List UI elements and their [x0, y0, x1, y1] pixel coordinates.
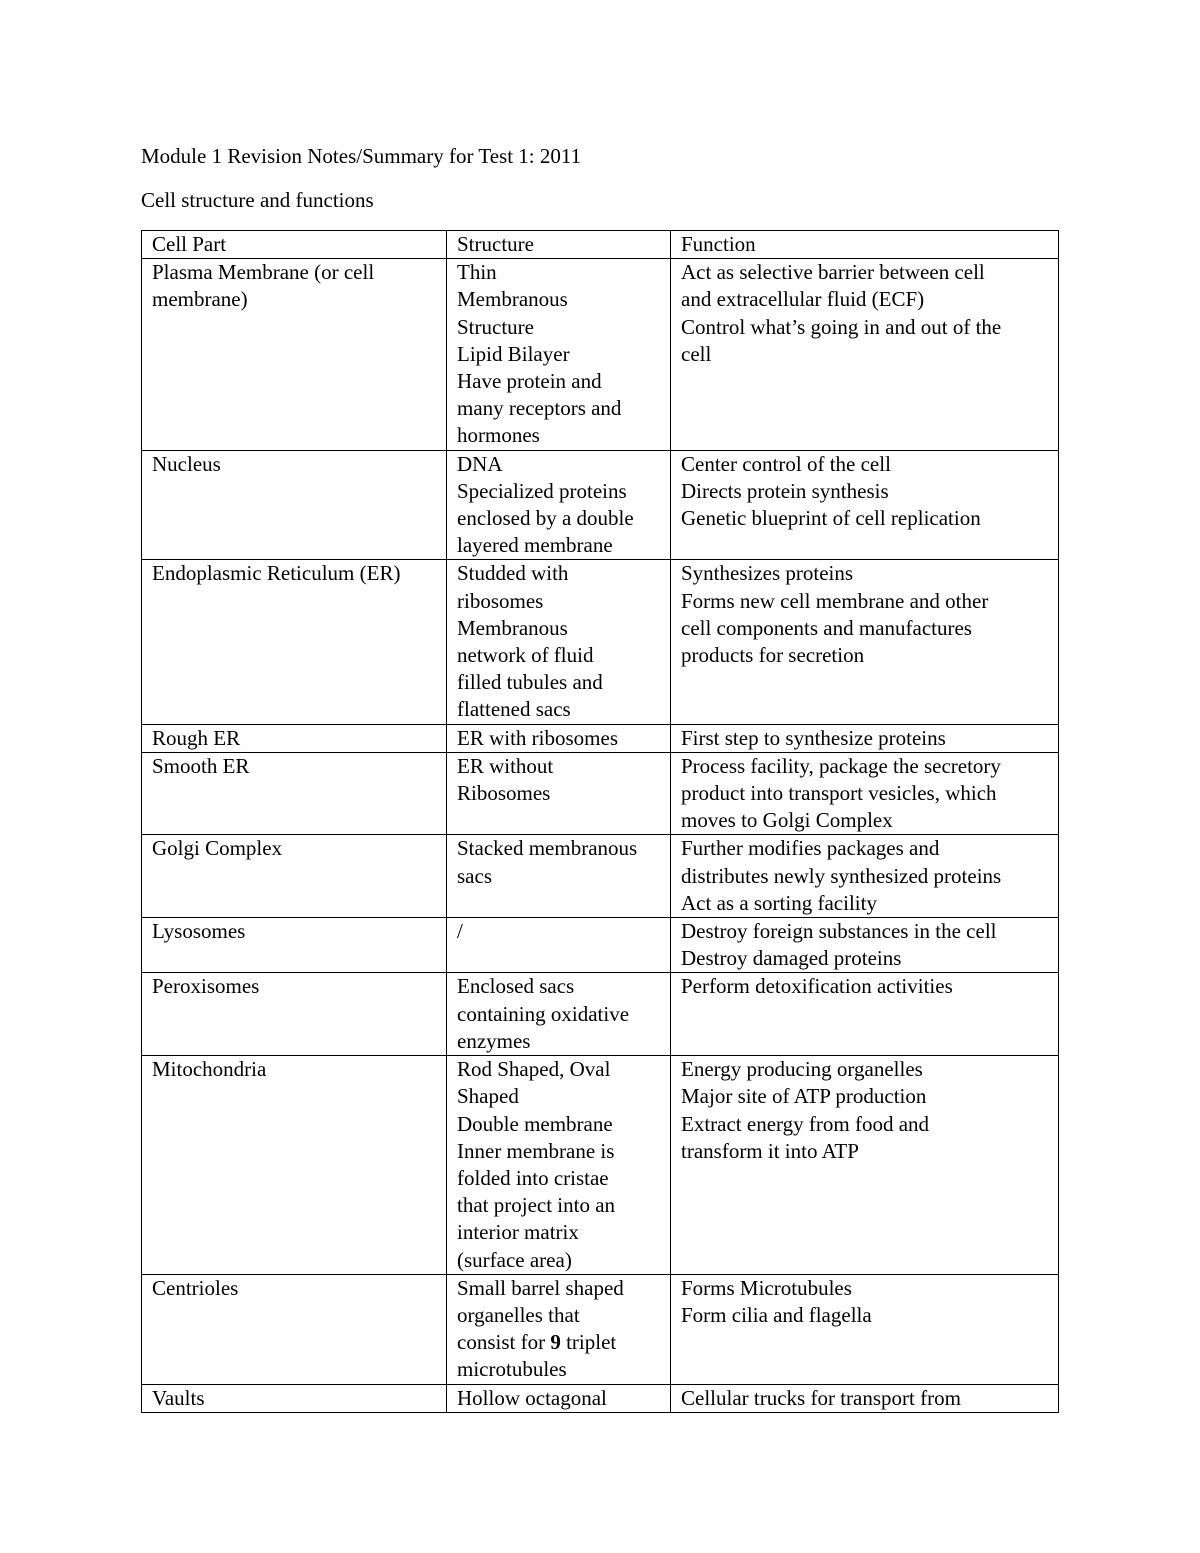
cell-text-line: cell components and manufactures [681, 615, 972, 640]
cell-text-line: Genetic blueprint of cell replication [681, 506, 981, 531]
header-function: Function [671, 231, 1059, 259]
structure-cell [447, 1384, 671, 1412]
cell-text-line: ER with ribosomes [457, 725, 618, 750]
cell-text-line: cell [681, 341, 712, 366]
bold-number: 9 [550, 1330, 561, 1355]
cell-text-line: Smooth ER [152, 753, 250, 778]
cell-text-line: Act as selective barrier between cell [681, 260, 985, 285]
cell-text-line: enclosed by a double [457, 506, 634, 531]
cell-text-line: Cellular trucks for transport from [681, 1385, 961, 1410]
function-cell [671, 918, 1059, 973]
function-cell [671, 752, 1059, 835]
cell-part-cell [142, 724, 447, 752]
cell-text-line: network of fluid [457, 643, 594, 668]
table-row [142, 973, 1059, 1056]
cell-text-line: Control what’s going in and out of the [681, 314, 1002, 339]
cell-text-line: Act as a sorting facility [681, 890, 877, 915]
cell-text-line: Process facility, package the secretory [681, 753, 1001, 778]
cell-text-line: flattened sacs [457, 697, 571, 722]
cell-text-line: / [457, 919, 463, 944]
function-cell [671, 835, 1059, 918]
table-row [142, 560, 1059, 724]
cell-text-line: Forms Microtubules [681, 1275, 852, 1300]
page-title: Module 1 Revision Notes/Summary for Test 1: 2011 [141, 144, 582, 168]
table-row [142, 1056, 1059, 1275]
cell-part-cell [142, 1056, 447, 1275]
cell-text-line: products for secretion [681, 643, 865, 668]
structure-cell [447, 973, 671, 1056]
function-cell [671, 1274, 1059, 1384]
header-structure: Structure [447, 231, 671, 259]
cell-text-line: Nucleus [152, 451, 221, 476]
cell-text-line: Lysosomes [152, 919, 246, 944]
cell-text-line: organelles that [457, 1302, 580, 1327]
structure-cell [447, 752, 671, 835]
section-heading: Cell structure and functions [141, 188, 374, 212]
structure-cell [447, 1056, 671, 1275]
cell-text-line: product into transport vesicles, which [681, 781, 997, 806]
cell-text-line: Centrioles [152, 1275, 239, 1300]
cell-text-line: Inner membrane is [457, 1138, 615, 1163]
header-cell-part: Cell Part [142, 231, 447, 259]
cell-text-line: Lipid Bilayer [457, 341, 570, 366]
function-cell [671, 973, 1059, 1056]
cell-part-cell [142, 259, 447, 450]
structure-cell [447, 724, 671, 752]
cell-text-line: distributes newly synthesized proteins [681, 863, 1002, 888]
cell-text-line: ER without [457, 753, 554, 778]
table-header-row [142, 231, 1059, 259]
cell-part-cell [142, 450, 447, 560]
structure-cell [447, 918, 671, 973]
function-cell [671, 724, 1059, 752]
cell-text-line: Membranous [457, 287, 568, 312]
cell-text-line: Small barrel shaped [457, 1275, 624, 1300]
cell-part-cell [142, 560, 447, 724]
cell-text-line: ribosomes [457, 588, 544, 613]
cell-text-line: Center control of the cell [681, 451, 891, 476]
cell-text-line: Major site of ATP production [681, 1084, 927, 1109]
cell-text-line: Vaults [152, 1385, 205, 1410]
cell-text-line: Peroxisomes [152, 974, 260, 999]
table-row [142, 450, 1059, 560]
cell-text-line: Extract energy from food and [681, 1111, 930, 1136]
cell-text-line: Membranous [457, 615, 568, 640]
cell-text-line: transform it into ATP [681, 1138, 859, 1163]
cell-text-line: many receptors and [457, 396, 622, 421]
cell-text-line: Endoplasmic Reticulum (ER) [152, 561, 401, 586]
table-row [142, 835, 1059, 918]
structure-cell [447, 835, 671, 918]
cell-text-line: DNA [457, 451, 503, 476]
cell-text-line: Forms new cell membrane and other [681, 588, 989, 613]
cell-text-line: Rough ER [152, 725, 241, 750]
cell-text-line: Thin [457, 260, 497, 285]
cell-text-line: First step to synthesize proteins [681, 725, 946, 750]
cell-text-line: Studded with [457, 561, 569, 586]
cell-text-line: hormones [457, 423, 540, 448]
cell-text-line: and extracellular fluid (ECF) [681, 287, 925, 312]
function-cell [671, 1384, 1059, 1412]
table-row [142, 918, 1059, 973]
cell-text-line: enzymes [457, 1028, 531, 1053]
cell-text-line: Double membrane [457, 1111, 613, 1136]
cell-text-line: Destroy damaged proteins [681, 946, 902, 971]
cell-part-cell [142, 918, 447, 973]
cell-text-line: Specialized proteins [457, 478, 627, 503]
cell-text-line: moves to Golgi Complex [681, 808, 893, 833]
cell-text-line: folded into cristae [457, 1165, 609, 1190]
cell-text-line: containing oxidative [457, 1001, 630, 1026]
cell-text-line: that project into an [457, 1193, 616, 1218]
cell-text-line: Mitochondria [152, 1057, 267, 1082]
cell-text-line: Shaped [457, 1084, 519, 1109]
function-cell [671, 560, 1059, 724]
table-row [142, 259, 1059, 450]
cell-text-line: Have protein and [457, 369, 602, 394]
cell-text-line: Golgi Complex [152, 836, 283, 861]
cell-text-line: consist for 9 triplet [457, 1330, 617, 1355]
cell-text-line: Form cilia and flagella [681, 1302, 872, 1327]
cell-text-line: Directs protein synthesis [681, 478, 889, 503]
cell-text-line: Synthesizes proteins [681, 561, 854, 586]
cell-text-line: sacs [457, 863, 492, 888]
structure-cell [447, 560, 671, 724]
cell-text-line: Rod Shaped, Oval [457, 1057, 611, 1082]
cell-text-line: (surface area) [457, 1247, 572, 1272]
table-row [142, 724, 1059, 752]
structure-cell [447, 259, 671, 450]
cell-text-line: Destroy foreign substances in the cell [681, 919, 997, 944]
cell-text-line: Structure [457, 314, 534, 339]
cell-part-cell [142, 1384, 447, 1412]
cell-text-line: filled tubules and [457, 670, 603, 695]
table-row [142, 1274, 1059, 1384]
cell-text-line: Stacked membranous [457, 836, 638, 861]
table-row [142, 752, 1059, 835]
cell-part-cell [142, 752, 447, 835]
function-cell [671, 450, 1059, 560]
cell-text-line: Enclosed sacs [457, 974, 575, 999]
cell-part-cell [142, 973, 447, 1056]
cell-text-line: Further modifies packages and [681, 836, 940, 861]
structure-cell [447, 1274, 671, 1384]
cell-text-line: Hollow octagonal [457, 1385, 607, 1410]
cell-text-line: microtubules [457, 1357, 567, 1382]
cell-text-line: Perform detoxification activities [681, 974, 953, 999]
cell-text-line: Energy producing organelles [681, 1057, 923, 1082]
cell-structure-table [141, 230, 1059, 1413]
cell-text-line: layered membrane [457, 533, 613, 558]
function-cell [671, 1056, 1059, 1275]
cell-text-line: Plasma Membrane (or cell [152, 260, 375, 285]
cell-text-line: membrane) [152, 287, 248, 312]
table-row [142, 1384, 1059, 1412]
cell-text-line: Ribosomes [457, 781, 551, 806]
cell-part-cell [142, 1274, 447, 1384]
structure-cell [447, 450, 671, 560]
cell-text-line: interior matrix [457, 1220, 579, 1245]
table-body [142, 231, 1059, 1413]
function-cell [671, 259, 1059, 450]
cell-part-cell [142, 835, 447, 918]
